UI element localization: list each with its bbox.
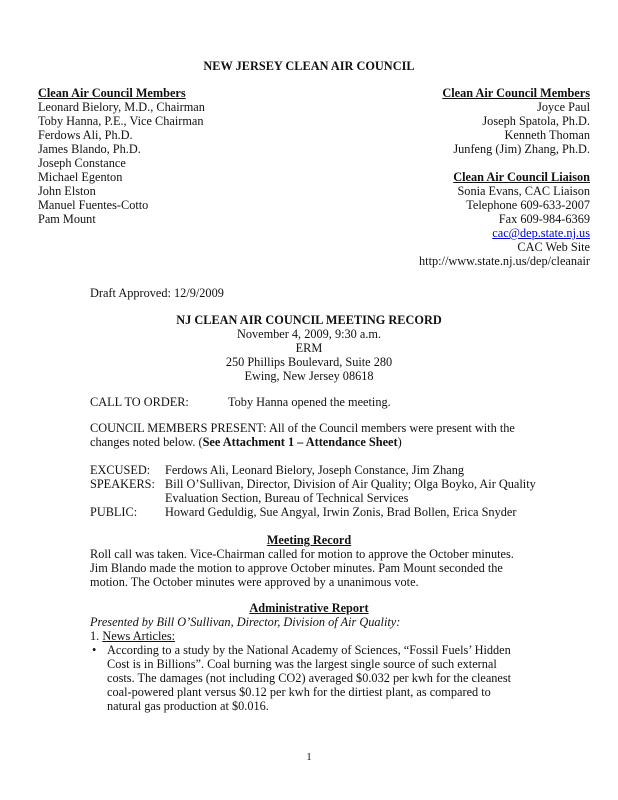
- public-row: [90, 505, 516, 519]
- excused-label: EXCUSED:: [90, 463, 151, 477]
- news-article-bullet-text: According to a study by the National Academy of Sciences, “Fossil Fuels’ Hidden Cost is in Billions”. Coal burning was the largest single source of such external costs. The damages (not including CO2) averaged $0.032 per kwh for the cleanest coal-powered plant versus $0.12 per kwh for the dirtiest plant, as compared to natural gas production at $0.016.: [107, 643, 512, 713]
- left-members-heading: Clean Air Council Members: [38, 86, 186, 100]
- meeting-title: NJ CLEAN AIR COUNCIL MEETING RECORD: [176, 313, 442, 327]
- left-members-column: [38, 86, 205, 226]
- right-members-column: [419, 86, 590, 268]
- call-to-order: [90, 395, 391, 409]
- meeting-record-heading: Meeting Record: [266, 533, 352, 547]
- call-to-order-text: Toby Hanna opened the meeting.: [228, 395, 391, 409]
- excused-row: [90, 463, 464, 477]
- excused-names: Ferdows Ali, Leonard Bielory, Joseph Constance, Jim Zhang: [165, 463, 465, 477]
- news-articles-label: News Articles:: [102, 629, 176, 643]
- speakers-label: SPEAKERS:: [90, 477, 155, 491]
- members-present-text: COUNCIL MEMBERS PRESENT: All of the Council members were present with the changes noted below. (: [90, 421, 515, 449]
- member-name: Pam Mount: [38, 212, 96, 226]
- member-name: John Elston: [38, 184, 96, 198]
- meeting-venue: ERM: [295, 341, 323, 355]
- member-name: James Blando, Ph.D.: [38, 142, 141, 156]
- member-name: Kenneth Thoman: [504, 128, 590, 142]
- member-name: Ferdows Ali, Ph.D.: [38, 128, 133, 142]
- bullet-icon: •: [92, 643, 97, 657]
- member-name: Leonard Bielory, M.D., Chairman: [38, 100, 205, 114]
- members-present-close: ): [397, 435, 402, 449]
- speakers-line1: Bill O’Sullivan, Director, Division of Air Quality; Olga Boyko, Air Quality: [165, 477, 536, 491]
- attachment-reference: See Attachment 1 – Attendance Sheet: [202, 435, 398, 449]
- admin-report-presenter: Presented by Bill O’Sullivan, Director, Division of Air Quality:: [90, 615, 401, 629]
- liaison-heading: Clean Air Council Liaison: [453, 170, 590, 184]
- public-label: PUBLIC:: [90, 505, 138, 519]
- member-name: Michael Egenton: [38, 170, 123, 184]
- member-name: Junfeng (Jim) Zhang, Ph.D.: [453, 142, 590, 156]
- web-site-label: CAC Web Site: [517, 240, 590, 254]
- page-number: 1: [306, 751, 312, 763]
- right-members-heading: Clean Air Council Members: [442, 86, 590, 100]
- speakers-row: [90, 477, 536, 491]
- member-name: Manuel Fuentes-Cotto: [38, 198, 149, 212]
- member-name: Joyce Paul: [537, 100, 590, 114]
- meeting-address-line1: 250 Phillips Boulevard, Suite 280: [225, 355, 393, 369]
- public-names: Howard Geduldig, Sue Angyal, Irwin Zonis, Brad Bollen, Erica Snyder: [165, 505, 517, 519]
- member-name: Joseph Spatola, Ph.D.: [482, 114, 590, 128]
- liaison-email-link[interactable]: cac@dep.state.nj.us: [492, 226, 590, 240]
- member-name: Toby Hanna, P.E., Vice Chairman: [38, 114, 204, 128]
- meeting-header-block: [0, 313, 618, 383]
- meeting-record-text: Roll call was taken. Vice-Chairman called for motion to approve the October minutes. Jim Blando made the motion to approve October minutes. Pam Mount seconded the motion. The October minutes were approved by a unanimous vote.: [90, 547, 514, 589]
- draft-approved: Draft Approved: 12/9/2009: [90, 286, 224, 300]
- members-present-paragraph: [90, 421, 520, 449]
- item-number: 1.: [90, 629, 100, 643]
- speakers-line2: Evaluation Section, Bureau of Technical Services: [165, 491, 409, 505]
- news-articles-item: [90, 629, 175, 643]
- admin-report-heading: Administrative Report: [249, 601, 369, 615]
- liaison-fax: Fax 609-984-6369: [498, 212, 590, 226]
- web-site-url[interactable]: http://www.state.nj.us/dep/cleanair: [419, 254, 590, 268]
- liaison-name: Sonia Evans, CAC Liaison: [457, 184, 590, 198]
- meeting-datetime: November 4, 2009, 9:30 a.m.: [236, 327, 382, 341]
- document-title: NEW JERSEY CLEAN AIR COUNCIL: [203, 59, 415, 73]
- meeting-address-line2: Ewing, New Jersey 08618: [244, 369, 374, 383]
- liaison-telephone: Telephone 609-633-2007: [466, 198, 590, 212]
- call-to-order-label: CALL TO ORDER:: [90, 395, 189, 409]
- member-name: Joseph Constance: [38, 156, 126, 170]
